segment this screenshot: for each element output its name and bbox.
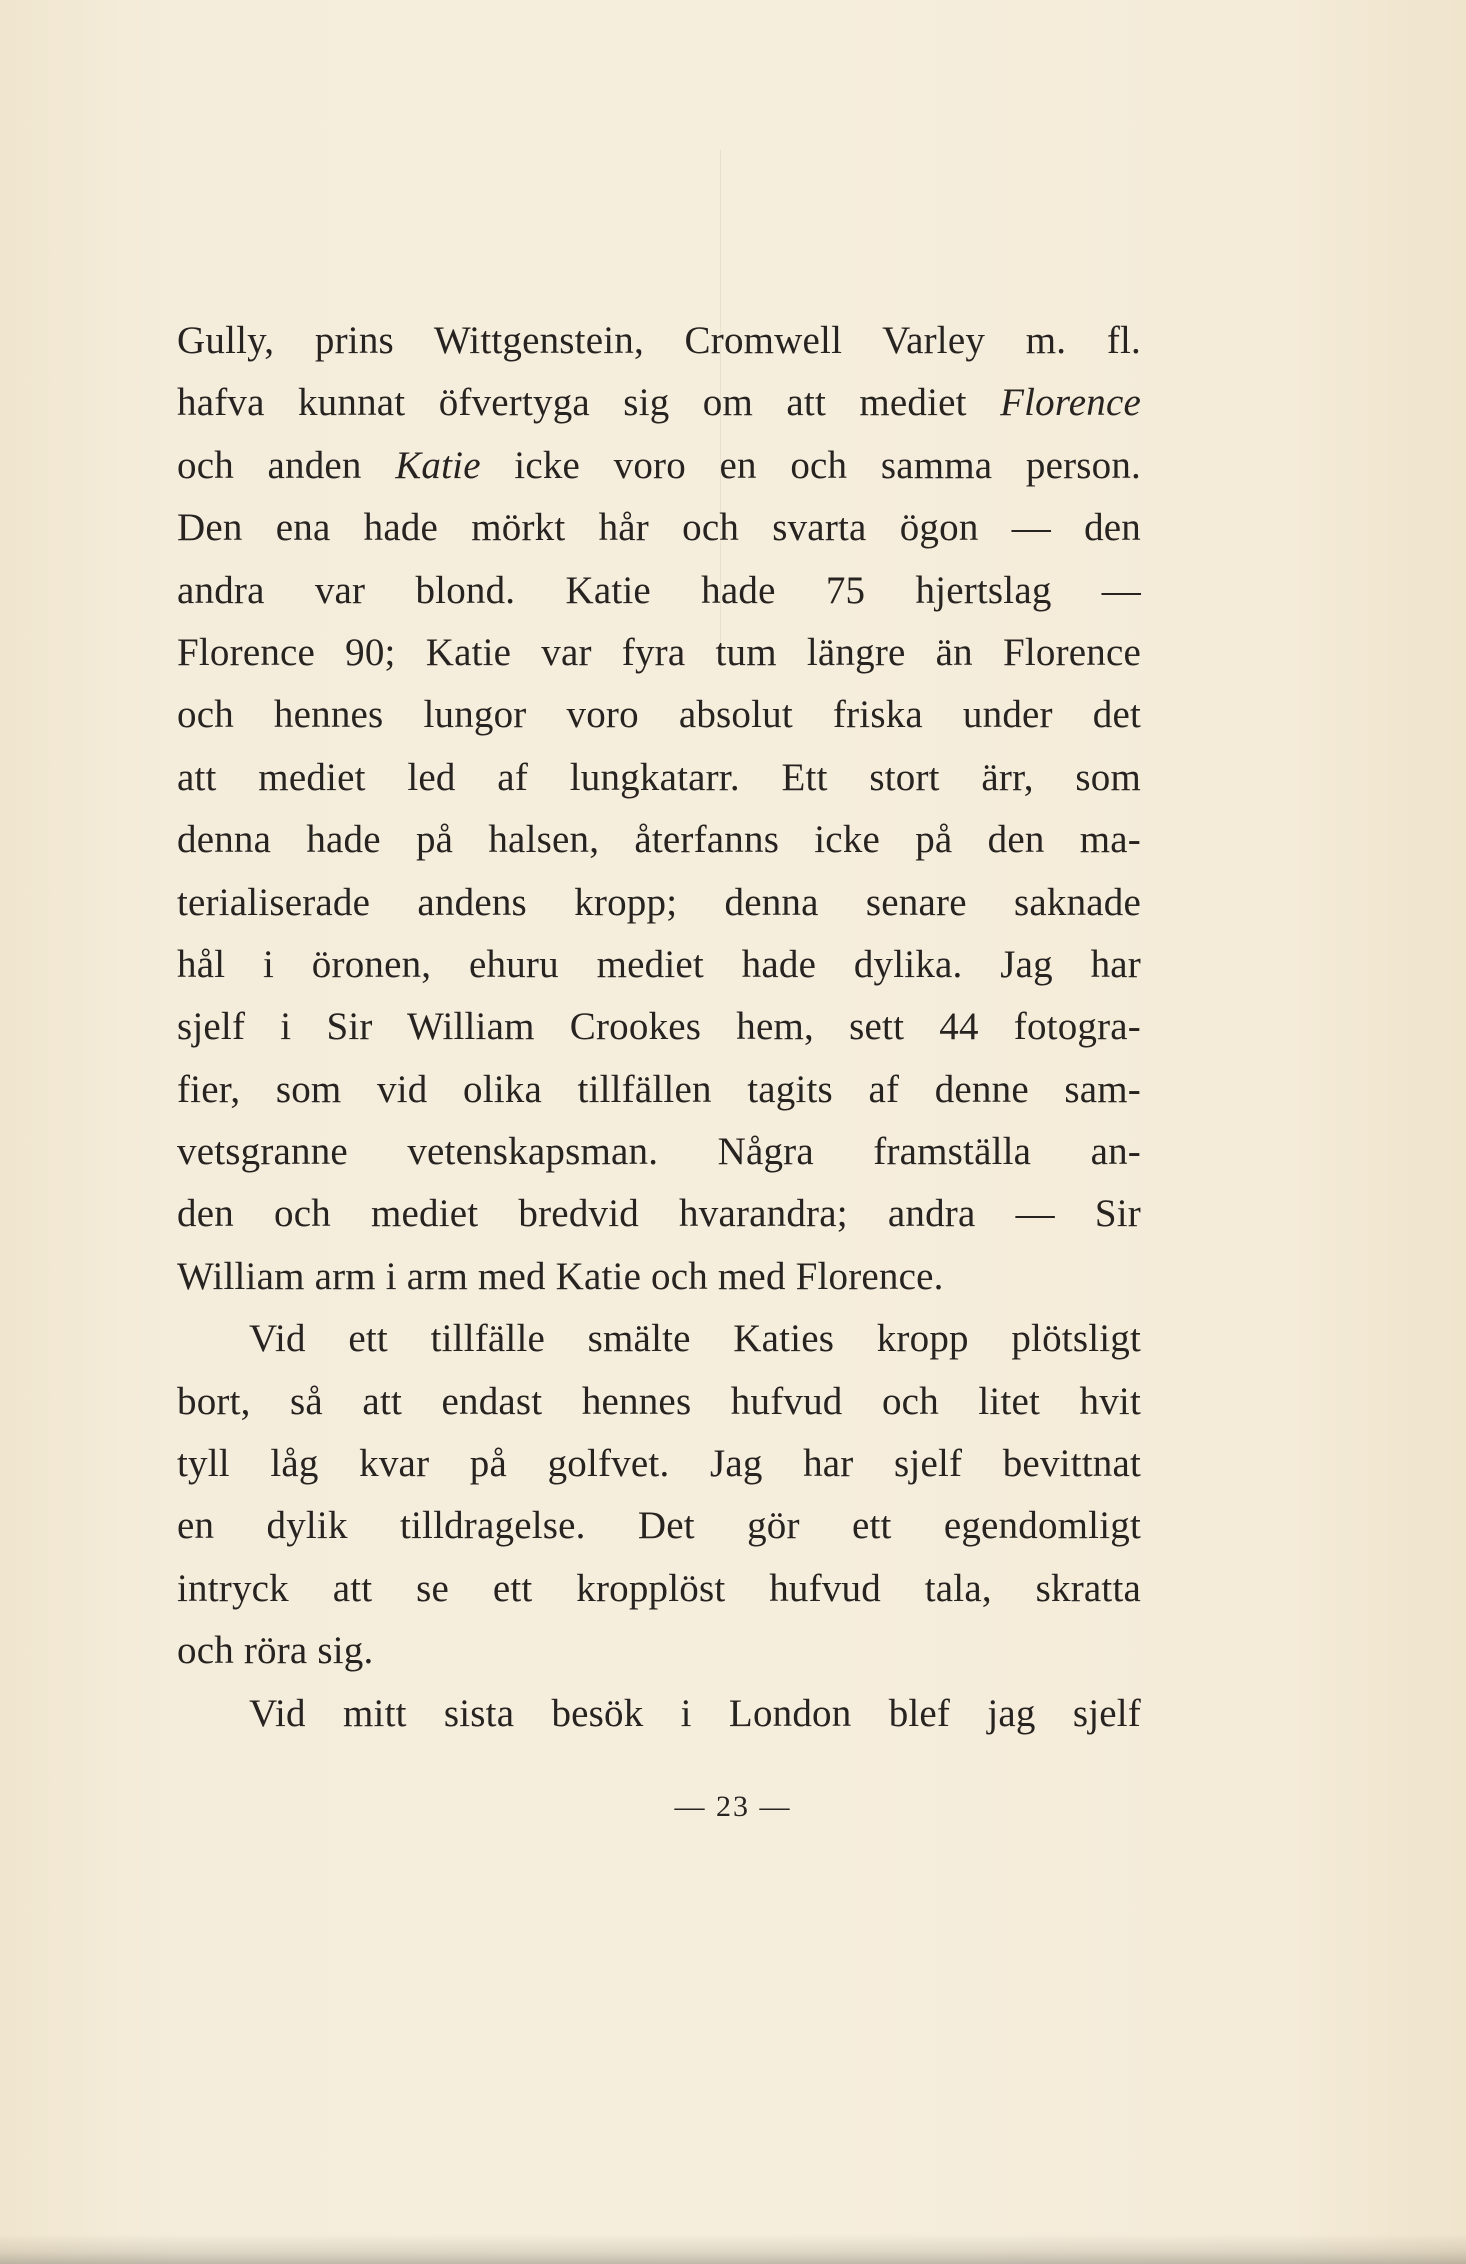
text-line: tyll låg kvar på golfvet. Jag har sjelf bevittnat bbox=[177, 1442, 1141, 1486]
text-line: Florence 90; Katie var fyra tum längre än Florence bbox=[177, 630, 1141, 674]
text-line: att mediet led af lungkatarr. Ett stort ärr, som bbox=[177, 755, 1141, 799]
text-line: en dylik tilldragelse. Det gör ett egendomligt bbox=[177, 1504, 1141, 1548]
page-bottom-edge bbox=[0, 2234, 1466, 2264]
italic-name: Florence bbox=[1000, 381, 1141, 425]
page-number: — 23 — bbox=[674, 1790, 792, 1823]
text-line: Gully, prins Wittgenstein, Cromwell Varley m. fl. bbox=[177, 319, 1141, 362]
text-line: hål i öronen, ehuru mediet hade dylika. Jag har bbox=[177, 942, 1141, 986]
italic-name: Katie bbox=[395, 443, 481, 487]
text-line: Den ena hade mörkt hår och svarta ögon — den bbox=[177, 506, 1141, 550]
text-line: och anden Katie icke voro en och samma person. bbox=[177, 443, 1141, 487]
text-line: och hennes lungor voro absolut friska under det bbox=[177, 693, 1141, 737]
text-line: fier, som vid olika tillfällen tagits af denne sam- bbox=[177, 1067, 1141, 1111]
text-line: denna hade på halsen, återfanns icke på den ma- bbox=[177, 818, 1141, 862]
text-line: hafva kunnat öfvertyga sig om att mediet Florence bbox=[177, 381, 1141, 425]
text-line: andra var blond. Katie hade 75 hjertslag — bbox=[177, 568, 1141, 612]
text-line: den och mediet bredvid hvarandra; andra — Sir bbox=[177, 1192, 1141, 1236]
text-line: sjelf i Sir William Crookes hem, sett 44 fotogra- bbox=[177, 1005, 1141, 1049]
text-line: intryck att se ett kropplöst hufvud tala, skratta bbox=[177, 1566, 1141, 1610]
text-line: och röra sig. bbox=[177, 1629, 374, 1673]
text-line: Vid ett tillfälle smälte Katies kropp plötsligt bbox=[249, 1317, 1141, 1361]
text-line: vetsgranne vetenskapsman. Några framställa an- bbox=[177, 1130, 1141, 1174]
text-line: Vid mitt sista besök i London blef jag sjelf bbox=[249, 1691, 1141, 1735]
body-text bbox=[177, 310, 1141, 1745]
text-line: terialiserade andens kropp; denna senare saknade bbox=[177, 880, 1141, 924]
text-line: bort, så att endast hennes hufvud och litet hvit bbox=[177, 1379, 1141, 1423]
text-line: William arm i arm med Katie och med Florence. bbox=[177, 1254, 944, 1298]
